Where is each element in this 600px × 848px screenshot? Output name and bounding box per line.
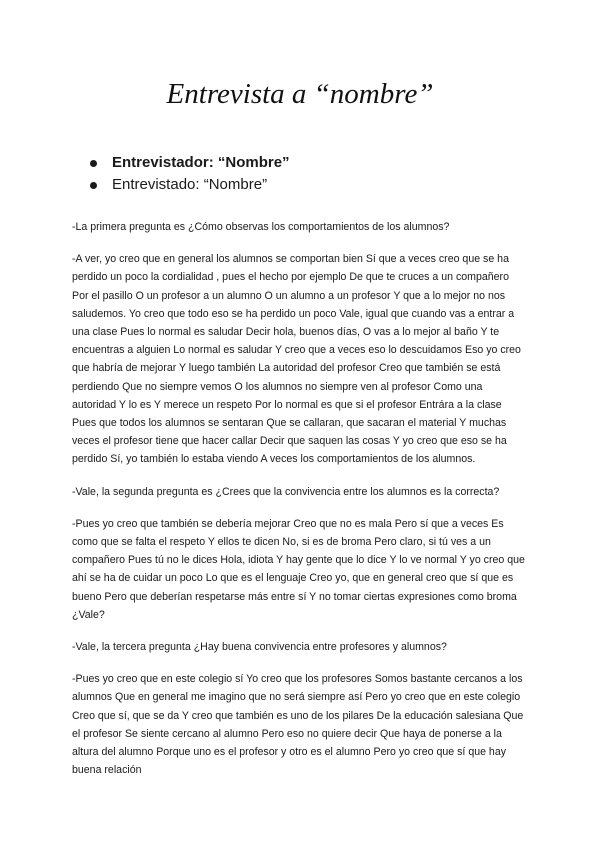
answer-2: -Pues yo creo que también se debería mejorar Creo que no es mala Pero sí que a veces Es como que se falta el respeto Y ellos te dicen No, si es de broma Pero claro, si tú ves a un compañero Pues tú no le dices Hola, idiota Y hay gente que lo dice Y lo ve normal Y yo creo que ahí se ha de cuidar un poco Lo que es el lenguaje Creo yo, que en general creo que sí que es bueno Pero que deberían respetarse más entre sí Y no tomar ciertas expresiones como broma ¿Vale? xyxy=(72,517,525,621)
question-3: -Vale, la tercera pregunta ¿Hay buena convivencia entre profesores y alumnos? xyxy=(72,641,447,654)
page-title: Entrevista a “nombre” xyxy=(166,78,434,110)
answer-1: -A ver, yo creo que en general los alumnos se comportan bien Sí que a veces creo que se ha perdido un poco la cordialidad , pues el hecho por ejemplo De que te cruces a un compañero Por el pasillo O un profesor a un alumno O un alumno a un profesor Y que a lo mejor no nos saludemos. Yo creo que todo eso se ha perdido un poco Vale, igual que cuando vas a entrar a una clase Pues lo normal es saludar Decir hola, buenos días, O vas a lo mejor al baño Y te encuentras a alguien Lo normal es saludar Y creo que a veces eso lo descuidamos Eso yo creo que habría de mejorar Y luego también La autoridad del profesor Creo que también se está perdiendo Que no siempre vemos O los alumnos no siempre ven al profesor Como una autoridad Y lo es Y merece un respeto Por lo normal es que si el profesor Entrára a la clase Pues que todos los alumnos se sentaran Que se callaran, que sacaran el material Y muchas veces el profesor tiene que hacer callar Decir que saquen las cosas Y yo creo que eso se ha perdido Sí, yo también lo estaba viendo A veces los comportamientos de los alumnos. xyxy=(72,253,521,466)
participants-list xyxy=(72,152,528,196)
interviewee-item xyxy=(90,174,528,196)
interviewer-label: Entrevistador: xyxy=(112,154,214,171)
question-2: -Vale, la segunda pregunta es ¿Crees que la convivencia entre los alumnos es la correcta? xyxy=(72,485,500,498)
answer-3: -Pues yo creo que en este colegio sí Yo creo que los profesores Somos bastante cercanos a los alumnos Que en general me imagino que no será siempre así Pero yo creo que en este colegio Creo que sí, que se da Y creo que también es uno de los pilares De la educación salesiana Que el profesor Se siente cercano al alumno Pero eso no quiere decir Que haya de ponerse a la altura del alumno Porque uno es el profesor y otro es el alumno Pero yo creo que sí que hay buena relación xyxy=(72,673,524,777)
interviewer-item xyxy=(90,152,528,174)
interviewee-label: Entrevistado: xyxy=(112,176,200,193)
interviewer-name: “Nombre” xyxy=(217,154,290,171)
question-1: -La primera pregunta es ¿Cómo observas los comportamientos de los alumnos? xyxy=(72,221,450,233)
interviewee-name: “Nombre” xyxy=(203,176,268,193)
